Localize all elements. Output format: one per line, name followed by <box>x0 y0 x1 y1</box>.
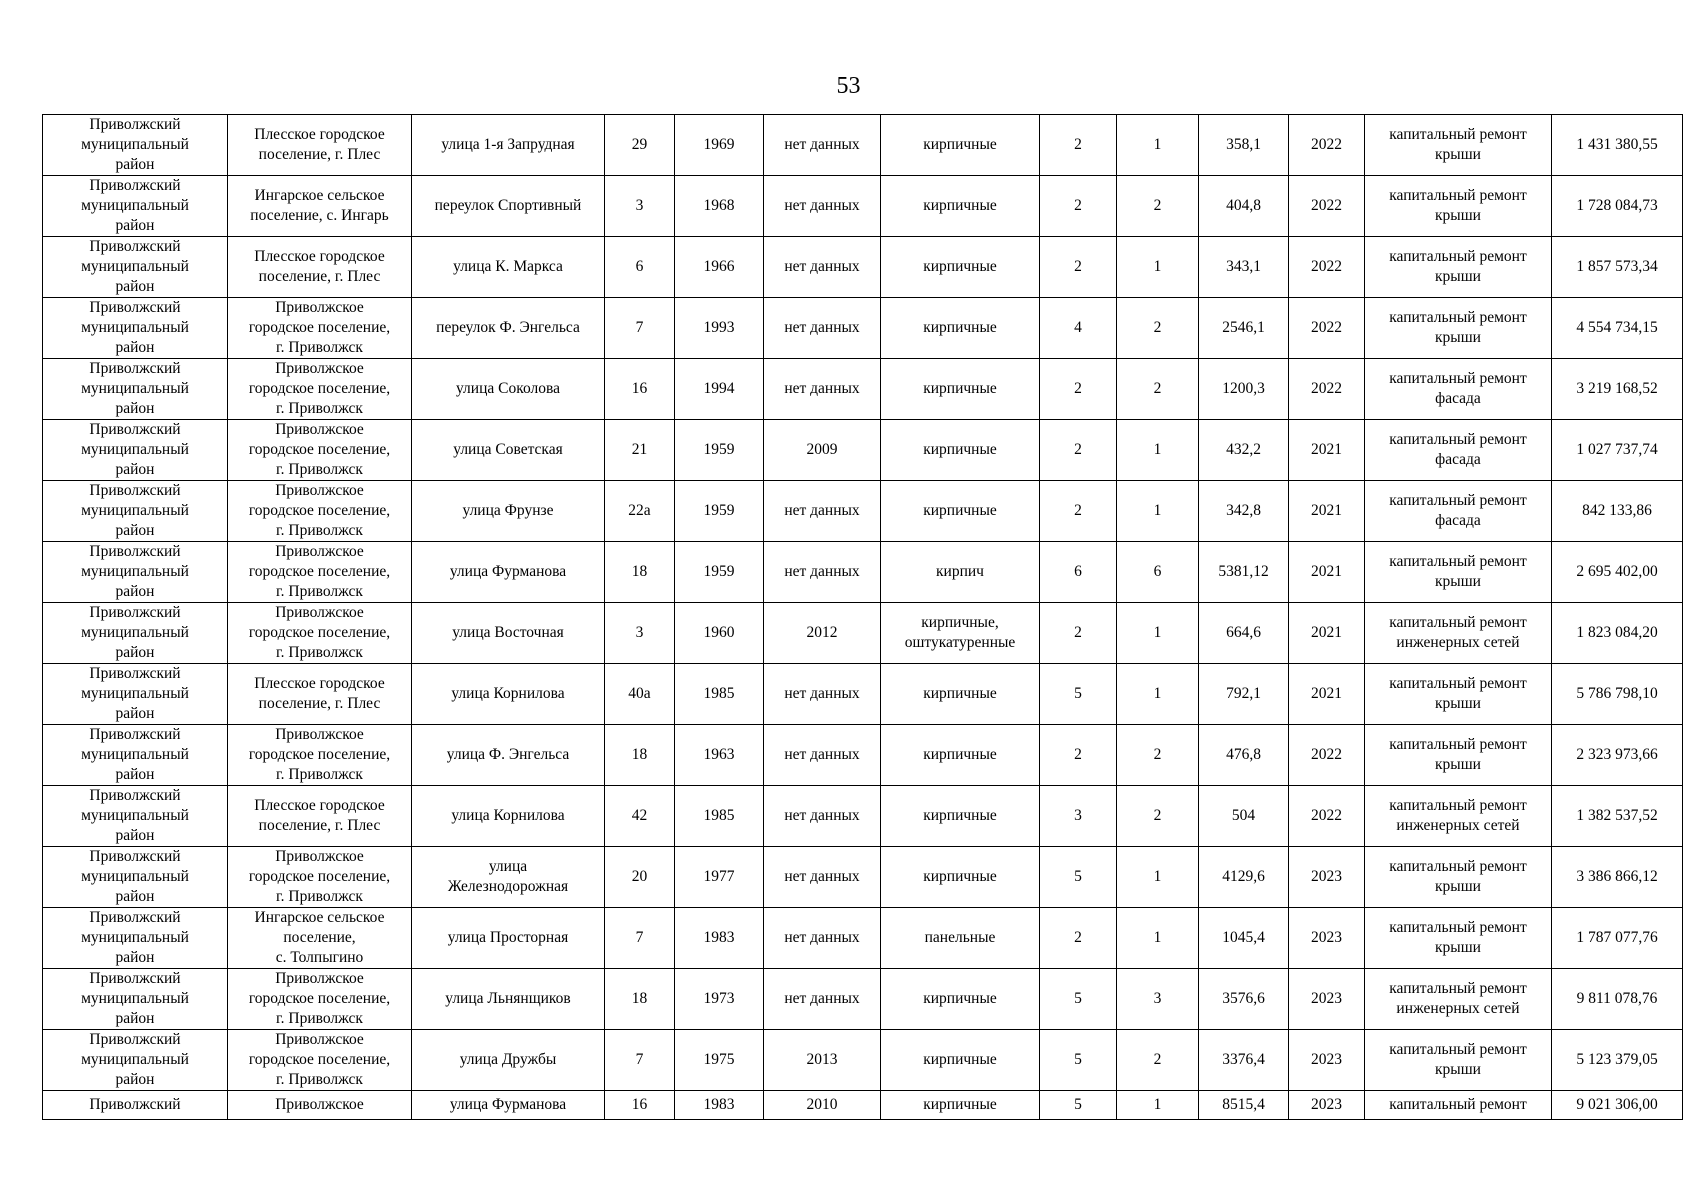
area-cell: 342,8 <box>1199 481 1289 542</box>
district-cell: Приволжский муниципальный район <box>43 786 228 847</box>
house-number-cell: 7 <box>605 908 675 969</box>
settlement-cell: Приволжское городское поселение, г. Приволжск <box>228 359 412 420</box>
year-built-cell: 1975 <box>675 1030 764 1091</box>
house-number-cell: 7 <box>605 1030 675 1091</box>
settlement-cell: Приволжское городское поселение, г. Приволжск <box>228 969 412 1030</box>
entrances-cell: 2 <box>1117 298 1199 359</box>
cost-cell: 3 219 168,52 <box>1552 359 1683 420</box>
area-cell: 3376,4 <box>1199 1030 1289 1091</box>
table-row <box>43 298 1683 359</box>
street-cell: улица Ф. Энгельса <box>412 725 605 786</box>
area-cell: 504 <box>1199 786 1289 847</box>
table-row <box>43 969 1683 1030</box>
street-cell: улица Корнилова <box>412 664 605 725</box>
plan-year-cell: 2021 <box>1289 542 1365 603</box>
floors-cell: 2 <box>1040 908 1117 969</box>
area-cell: 404,8 <box>1199 176 1289 237</box>
house-number-cell: 16 <box>605 1091 675 1120</box>
year-built-cell: 1983 <box>675 1091 764 1120</box>
street-cell: переулок Спортивный <box>412 176 605 237</box>
floors-cell: 5 <box>1040 847 1117 908</box>
entrances-cell: 2 <box>1117 786 1199 847</box>
year-built-cell: 1960 <box>675 603 764 664</box>
district-cell: Приволжский муниципальный район <box>43 237 228 298</box>
year-built-cell: 1985 <box>675 786 764 847</box>
district-cell: Приволжский муниципальный район <box>43 542 228 603</box>
cost-cell: 1 728 084,73 <box>1552 176 1683 237</box>
last-repair-cell: нет данных <box>764 786 881 847</box>
floors-cell: 2 <box>1040 603 1117 664</box>
area-cell: 792,1 <box>1199 664 1289 725</box>
street-cell: улица Дружбы <box>412 1030 605 1091</box>
district-cell: Приволжский муниципальный район <box>43 725 228 786</box>
area-cell: 8515,4 <box>1199 1091 1289 1120</box>
wall-material-cell: кирпичные <box>881 725 1040 786</box>
settlement-cell: Приволжское городское поселение, г. Приволжск <box>228 725 412 786</box>
house-number-cell: 18 <box>605 725 675 786</box>
entrances-cell: 1 <box>1117 1091 1199 1120</box>
district-cell: Приволжский <box>43 1091 228 1120</box>
work-type-cell: капитальный ремонт фасада <box>1365 420 1552 481</box>
wall-material-cell: кирпичные <box>881 1030 1040 1091</box>
page-number: 53 <box>836 73 861 99</box>
house-number-cell: 29 <box>605 115 675 176</box>
last-repair-cell: нет данных <box>764 908 881 969</box>
work-type-cell: капитальный ремонт крыши <box>1365 176 1552 237</box>
floors-cell: 5 <box>1040 1030 1117 1091</box>
plan-year-cell: 2022 <box>1289 786 1365 847</box>
work-type-cell: капитальный ремонт инженерных сетей <box>1365 603 1552 664</box>
table-row <box>43 420 1683 481</box>
table-row <box>43 176 1683 237</box>
work-type-cell: капитальный ремонт крыши <box>1365 908 1552 969</box>
house-number-cell: 16 <box>605 359 675 420</box>
cost-cell: 1 823 084,20 <box>1552 603 1683 664</box>
area-cell: 1045,4 <box>1199 908 1289 969</box>
house-number-cell: 6 <box>605 237 675 298</box>
plan-year-cell: 2021 <box>1289 603 1365 664</box>
settlement-cell: Плесское городское поселение, г. Плес <box>228 115 412 176</box>
year-built-cell: 1969 <box>675 115 764 176</box>
floors-cell: 5 <box>1040 969 1117 1030</box>
entrances-cell: 1 <box>1117 115 1199 176</box>
cost-cell: 2 695 402,00 <box>1552 542 1683 603</box>
table-row <box>43 725 1683 786</box>
area-cell: 432,2 <box>1199 420 1289 481</box>
plan-year-cell: 2023 <box>1289 1030 1365 1091</box>
house-number-cell: 40а <box>605 664 675 725</box>
entrances-cell: 1 <box>1117 237 1199 298</box>
house-number-cell: 3 <box>605 176 675 237</box>
floors-cell: 2 <box>1040 115 1117 176</box>
wall-material-cell: кирпичные <box>881 176 1040 237</box>
cost-cell: 1 027 737,74 <box>1552 420 1683 481</box>
plan-year-cell: 2023 <box>1289 969 1365 1030</box>
house-number-cell: 20 <box>605 847 675 908</box>
wall-material-cell: кирпич <box>881 542 1040 603</box>
area-cell: 5381,12 <box>1199 542 1289 603</box>
wall-material-cell: кирпичные <box>881 664 1040 725</box>
cost-cell: 9 021 306,00 <box>1552 1091 1683 1120</box>
area-cell: 3576,6 <box>1199 969 1289 1030</box>
year-built-cell: 1959 <box>675 542 764 603</box>
entrances-cell: 2 <box>1117 725 1199 786</box>
wall-material-cell: панельные <box>881 908 1040 969</box>
settlement-cell: Приволжское городское поселение, г. Приволжск <box>228 542 412 603</box>
street-cell: переулок Ф. Энгельса <box>412 298 605 359</box>
cost-cell: 5 786 798,10 <box>1552 664 1683 725</box>
table-row <box>43 908 1683 969</box>
floors-cell: 5 <box>1040 664 1117 725</box>
settlement-cell: Приволжское городское поселение, г. Приволжск <box>228 1030 412 1091</box>
wall-material-cell: кирпичные <box>881 481 1040 542</box>
settlement-cell: Плесское городское поселение, г. Плес <box>228 237 412 298</box>
work-type-cell: капитальный ремонт крыши <box>1365 1030 1552 1091</box>
work-type-cell: капитальный ремонт крыши <box>1365 298 1552 359</box>
floors-cell: 6 <box>1040 542 1117 603</box>
entrances-cell: 2 <box>1117 359 1199 420</box>
entrances-cell: 1 <box>1117 420 1199 481</box>
district-cell: Приволжский муниципальный район <box>43 664 228 725</box>
house-number-cell: 22а <box>605 481 675 542</box>
wall-material-cell: кирпичные <box>881 1091 1040 1120</box>
table-row <box>43 664 1683 725</box>
street-cell: улица 1-я Запрудная <box>412 115 605 176</box>
last-repair-cell: нет данных <box>764 298 881 359</box>
entrances-cell: 2 <box>1117 1030 1199 1091</box>
area-cell: 4129,6 <box>1199 847 1289 908</box>
last-repair-cell: нет данных <box>764 969 881 1030</box>
district-cell: Приволжский муниципальный район <box>43 847 228 908</box>
wall-material-cell: кирпичные <box>881 115 1040 176</box>
plan-year-cell: 2023 <box>1289 847 1365 908</box>
street-cell: улица Железнодорожная <box>412 847 605 908</box>
entrances-cell: 6 <box>1117 542 1199 603</box>
cost-cell: 1 787 077,76 <box>1552 908 1683 969</box>
district-cell: Приволжский муниципальный район <box>43 481 228 542</box>
area-cell: 1200,3 <box>1199 359 1289 420</box>
street-cell: улица Фурманова <box>412 1091 605 1120</box>
street-cell: улица Просторная <box>412 908 605 969</box>
settlement-cell: Плесское городское поселение, г. Плес <box>228 786 412 847</box>
table-row <box>43 603 1683 664</box>
year-built-cell: 1959 <box>675 420 764 481</box>
last-repair-cell: нет данных <box>764 664 881 725</box>
plan-year-cell: 2022 <box>1289 298 1365 359</box>
year-built-cell: 1993 <box>675 298 764 359</box>
work-type-cell: капитальный ремонт фасада <box>1365 481 1552 542</box>
wall-material-cell: кирпичные, оштукатуренные <box>881 603 1040 664</box>
floors-cell: 2 <box>1040 176 1117 237</box>
settlement-cell: Приволжское городское поселение, г. Приволжск <box>228 847 412 908</box>
cost-cell: 2 323 973,66 <box>1552 725 1683 786</box>
table-row <box>43 115 1683 176</box>
street-cell: улица Фрунзе <box>412 481 605 542</box>
floors-cell: 2 <box>1040 237 1117 298</box>
last-repair-cell: нет данных <box>764 542 881 603</box>
last-repair-cell: нет данных <box>764 176 881 237</box>
housing-registry-table <box>42 114 1683 1120</box>
work-type-cell: капитальный ремонт крыши <box>1365 115 1552 176</box>
year-built-cell: 1985 <box>675 664 764 725</box>
table-row <box>43 359 1683 420</box>
year-built-cell: 1994 <box>675 359 764 420</box>
plan-year-cell: 2022 <box>1289 237 1365 298</box>
work-type-cell: капитальный ремонт <box>1365 1091 1552 1120</box>
entrances-cell: 2 <box>1117 176 1199 237</box>
settlement-cell: Ингарское сельское поселение, с. Толпыгино <box>228 908 412 969</box>
wall-material-cell: кирпичные <box>881 847 1040 908</box>
plan-year-cell: 2023 <box>1289 1091 1365 1120</box>
house-number-cell: 3 <box>605 603 675 664</box>
settlement-cell: Приволжское городское поселение, г. Приволжск <box>228 420 412 481</box>
district-cell: Приволжский муниципальный район <box>43 969 228 1030</box>
settlement-cell: Приволжское городское поселение, г. Приволжск <box>228 298 412 359</box>
cost-cell: 9 811 078,76 <box>1552 969 1683 1030</box>
work-type-cell: капитальный ремонт крыши <box>1365 542 1552 603</box>
work-type-cell: капитальный ремонт крыши <box>1365 237 1552 298</box>
settlement-cell: Приволжское городское поселение, г. Приволжск <box>228 481 412 542</box>
plan-year-cell: 2021 <box>1289 420 1365 481</box>
table-row <box>43 1091 1683 1120</box>
table-row <box>43 542 1683 603</box>
house-number-cell: 7 <box>605 298 675 359</box>
house-number-cell: 18 <box>605 969 675 1030</box>
district-cell: Приволжский муниципальный район <box>43 908 228 969</box>
table-row <box>43 481 1683 542</box>
table-body <box>43 115 1683 1120</box>
area-cell: 2546,1 <box>1199 298 1289 359</box>
wall-material-cell: кирпичные <box>881 786 1040 847</box>
wall-material-cell: кирпичные <box>881 420 1040 481</box>
cost-cell: 842 133,86 <box>1552 481 1683 542</box>
plan-year-cell: 2022 <box>1289 115 1365 176</box>
floors-cell: 2 <box>1040 481 1117 542</box>
floors-cell: 2 <box>1040 420 1117 481</box>
last-repair-cell: нет данных <box>764 847 881 908</box>
year-built-cell: 1973 <box>675 969 764 1030</box>
year-built-cell: 1977 <box>675 847 764 908</box>
settlement-cell: Ингарское сельское поселение, с. Ингарь <box>228 176 412 237</box>
cost-cell: 3 386 866,12 <box>1552 847 1683 908</box>
cost-cell: 4 554 734,15 <box>1552 298 1683 359</box>
cost-cell: 1 382 537,52 <box>1552 786 1683 847</box>
district-cell: Приволжский муниципальный район <box>43 359 228 420</box>
table-row <box>43 786 1683 847</box>
year-built-cell: 1966 <box>675 237 764 298</box>
floors-cell: 2 <box>1040 725 1117 786</box>
settlement-cell: Приволжское <box>228 1091 412 1120</box>
plan-year-cell: 2021 <box>1289 481 1365 542</box>
floors-cell: 4 <box>1040 298 1117 359</box>
entrances-cell: 1 <box>1117 481 1199 542</box>
last-repair-cell: 2012 <box>764 603 881 664</box>
entrances-cell: 1 <box>1117 664 1199 725</box>
district-cell: Приволжский муниципальный район <box>43 298 228 359</box>
year-built-cell: 1983 <box>675 908 764 969</box>
entrances-cell: 1 <box>1117 603 1199 664</box>
entrances-cell: 3 <box>1117 969 1199 1030</box>
work-type-cell: капитальный ремонт инженерных сетей <box>1365 969 1552 1030</box>
work-type-cell: капитальный ремонт крыши <box>1365 664 1552 725</box>
house-number-cell: 42 <box>605 786 675 847</box>
street-cell: улица Льнянщиков <box>412 969 605 1030</box>
floors-cell: 5 <box>1040 1091 1117 1120</box>
entrances-cell: 1 <box>1117 908 1199 969</box>
year-built-cell: 1959 <box>675 481 764 542</box>
cost-cell: 1 431 380,55 <box>1552 115 1683 176</box>
plan-year-cell: 2022 <box>1289 176 1365 237</box>
street-cell: улица К. Маркса <box>412 237 605 298</box>
district-cell: Приволжский муниципальный район <box>43 1030 228 1091</box>
last-repair-cell: нет данных <box>764 481 881 542</box>
work-type-cell: капитальный ремонт крыши <box>1365 725 1552 786</box>
entrances-cell: 1 <box>1117 847 1199 908</box>
settlement-cell: Плесское городское поселение, г. Плес <box>228 664 412 725</box>
district-cell: Приволжский муниципальный район <box>43 176 228 237</box>
floors-cell: 2 <box>1040 359 1117 420</box>
settlement-cell: Приволжское городское поселение, г. Приволжск <box>228 603 412 664</box>
house-number-cell: 18 <box>605 542 675 603</box>
area-cell: 358,1 <box>1199 115 1289 176</box>
street-cell: улица Фурманова <box>412 542 605 603</box>
street-cell: улица Соколова <box>412 359 605 420</box>
district-cell: Приволжский муниципальный район <box>43 603 228 664</box>
table-row <box>43 237 1683 298</box>
last-repair-cell: нет данных <box>764 725 881 786</box>
floors-cell: 3 <box>1040 786 1117 847</box>
last-repair-cell: нет данных <box>764 359 881 420</box>
wall-material-cell: кирпичные <box>881 359 1040 420</box>
last-repair-cell: 2009 <box>764 420 881 481</box>
area-cell: 476,8 <box>1199 725 1289 786</box>
wall-material-cell: кирпичные <box>881 298 1040 359</box>
street-cell: улица Корнилова <box>412 786 605 847</box>
last-repair-cell: нет данных <box>764 115 881 176</box>
table-row <box>43 847 1683 908</box>
wall-material-cell: кирпичные <box>881 969 1040 1030</box>
table-row <box>43 1030 1683 1091</box>
work-type-cell: капитальный ремонт крыши <box>1365 847 1552 908</box>
street-cell: улица Советская <box>412 420 605 481</box>
district-cell: Приволжский муниципальный район <box>43 115 228 176</box>
cost-cell: 1 857 573,34 <box>1552 237 1683 298</box>
year-built-cell: 1963 <box>675 725 764 786</box>
area-cell: 664,6 <box>1199 603 1289 664</box>
area-cell: 343,1 <box>1199 237 1289 298</box>
work-type-cell: капитальный ремонт инженерных сетей <box>1365 786 1552 847</box>
plan-year-cell: 2021 <box>1289 664 1365 725</box>
wall-material-cell: кирпичные <box>881 237 1040 298</box>
street-cell: улица Восточная <box>412 603 605 664</box>
last-repair-cell: 2010 <box>764 1091 881 1120</box>
plan-year-cell: 2023 <box>1289 908 1365 969</box>
district-cell: Приволжский муниципальный район <box>43 420 228 481</box>
plan-year-cell: 2022 <box>1289 359 1365 420</box>
house-number-cell: 21 <box>605 420 675 481</box>
last-repair-cell: 2013 <box>764 1030 881 1091</box>
cost-cell: 5 123 379,05 <box>1552 1030 1683 1091</box>
last-repair-cell: нет данных <box>764 237 881 298</box>
plan-year-cell: 2022 <box>1289 725 1365 786</box>
year-built-cell: 1968 <box>675 176 764 237</box>
work-type-cell: капитальный ремонт фасада <box>1365 359 1552 420</box>
